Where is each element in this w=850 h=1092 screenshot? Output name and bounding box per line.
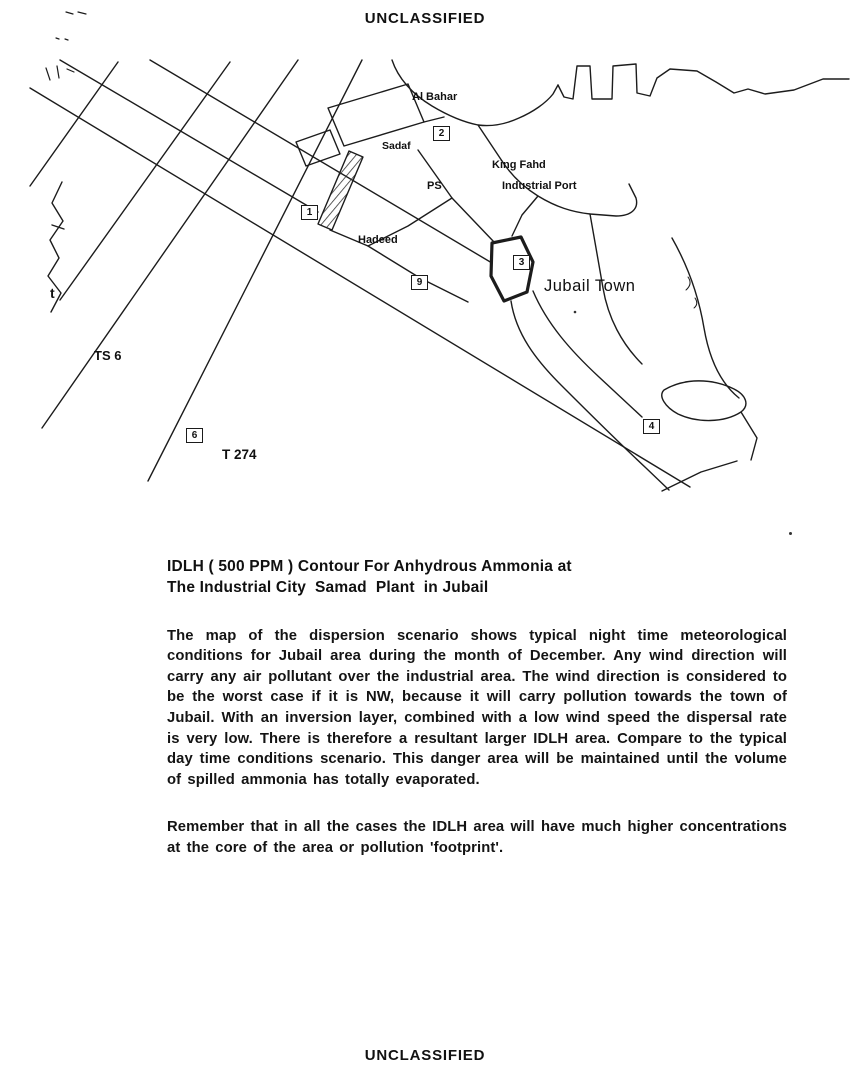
map-label: Sadaf [382, 140, 411, 152]
map-marker-4: 4 [643, 419, 660, 434]
map-marker-9: 9 [411, 275, 428, 290]
map-figure [0, 0, 850, 505]
map-label: Industrial Port [502, 180, 577, 192]
classification-header: UNCLASSIFIED [364, 10, 486, 27]
map-marker-1: 1 [301, 205, 318, 220]
figure-title [167, 556, 787, 599]
figure-text-block [167, 556, 787, 858]
map-label: T 274 [222, 447, 257, 462]
map-label: Hadeed [358, 234, 398, 246]
map-label: King Fahd [492, 159, 546, 171]
figure-title-line2: The Industrial City Samad Plant in Jubail [167, 579, 489, 597]
classification-footer: UNCLASSIFIED [364, 1047, 486, 1064]
map-label: Al Bahar [412, 91, 458, 103]
map-marker-2: 2 [433, 126, 450, 141]
map-marker-6: 6 [186, 428, 203, 443]
figure-title-line1: IDLH ( 500 PPM ) Contour For Anhydrous Ammonia at [167, 558, 572, 575]
map-marker-3: 3 [513, 255, 530, 270]
figure-body-paragraph: The map of the dispersion scenario shows typical night time meteorological conditions for Jubail area during the month of December. Any wind direction will carry any air pollutant over the industrial area. The wind direction is considered to be the worst case if it is NW, because it will carry pollution towards the town of Jubail. With an inversion layer, combined with a low wind speed the dispersal rate is very low. There is therefore a resultant larger IDLH area. Compare to the typical day time conditions scenario. This danger area will be maintained until the volume of spilled ammonia has totally evaporated. [167, 627, 787, 788]
map-label: Jubail Town [544, 277, 636, 295]
map-overlays [0, 0, 850, 505]
scan-dot [789, 532, 792, 535]
map-label: TS 6 [94, 348, 122, 363]
map-label: t [50, 285, 55, 301]
map-label: PS [427, 180, 442, 192]
figure-note-paragraph: Remember that in all the cases the IDLH area will have much higher concentrations at the core of the area or pollution 'footprint'. [167, 819, 787, 856]
